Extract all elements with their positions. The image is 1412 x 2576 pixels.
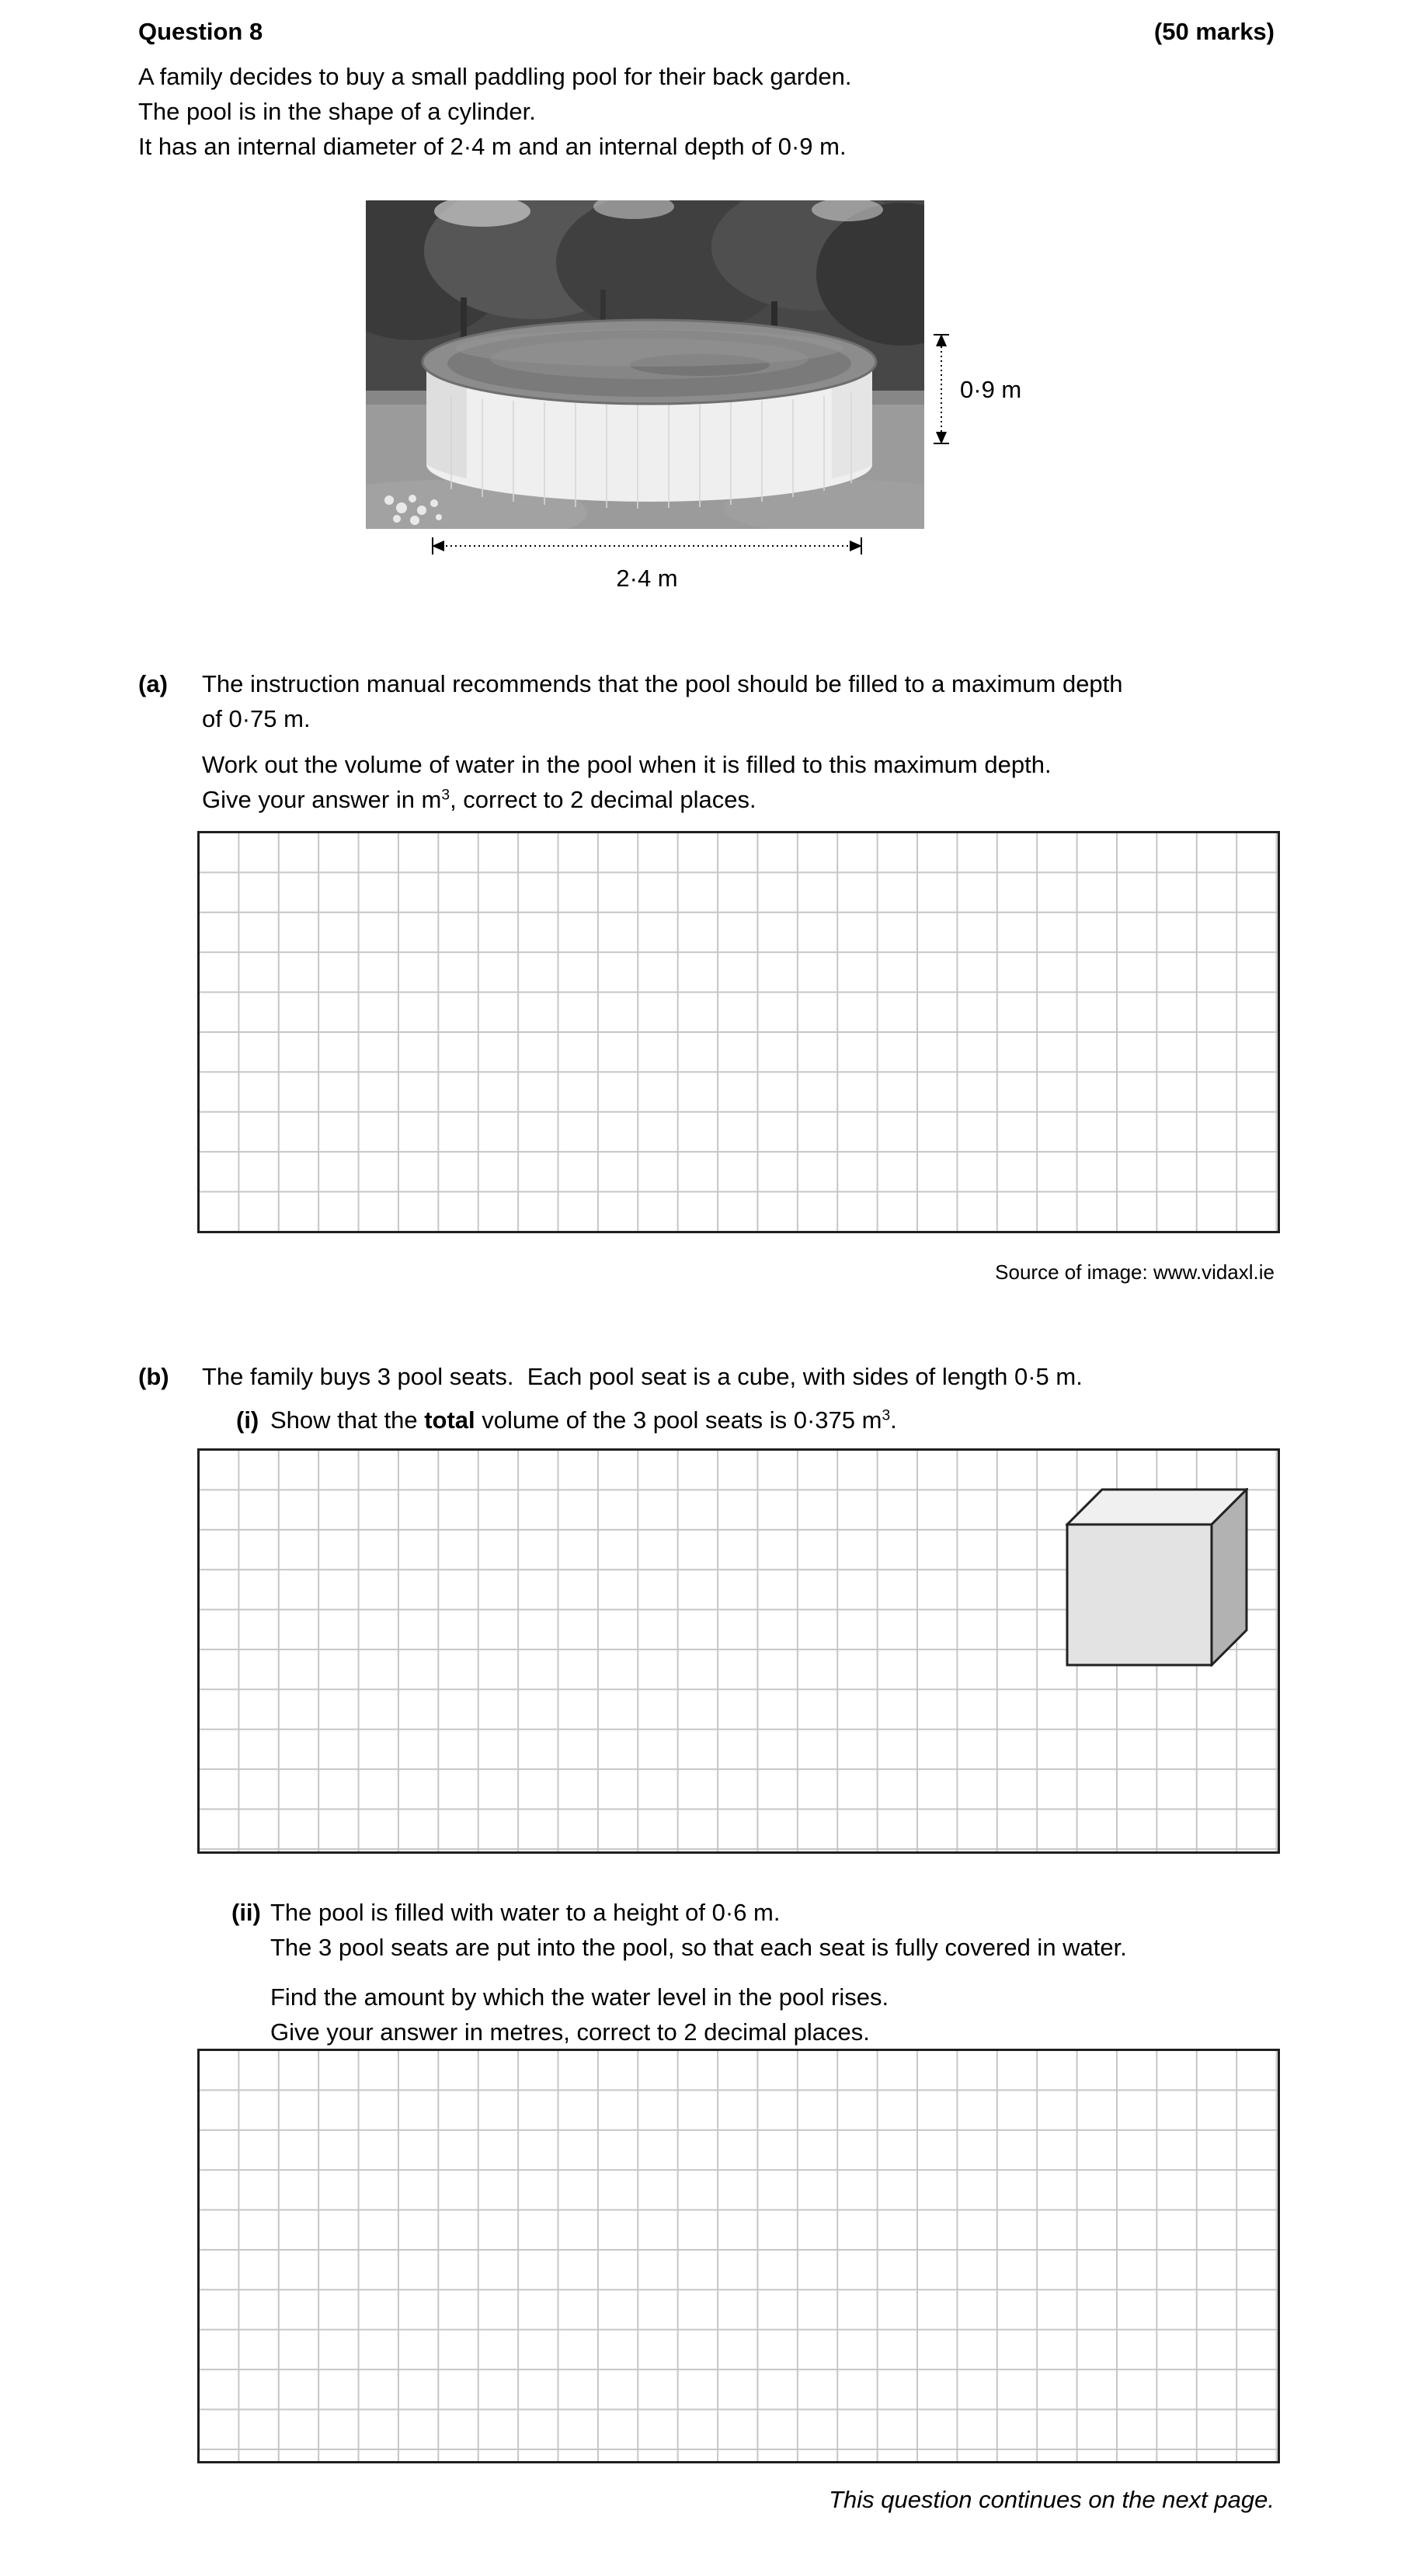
answer-grid-part-bii[interactable] (197, 2049, 1280, 2463)
depth-dimension-arrow (930, 334, 952, 444)
intro-line-3: It has an internal diameter of 2·4 m and an internal depth of 0·9 m. (138, 133, 847, 160)
part-a-line-3: Work out the volume of water in the pool when it is filled to this maximum depth. (202, 751, 1052, 778)
horizontal-arrow-icon (432, 536, 862, 556)
part-bii-label: (ii) (231, 1899, 261, 1926)
cube-front-face (1067, 1524, 1212, 1665)
answer-grid-part-a[interactable] (197, 831, 1280, 1233)
answer-grid-part-bi[interactable] (197, 1448, 1280, 1854)
pool-photo-illustration (366, 200, 924, 529)
cube-figure (1066, 1488, 1248, 1667)
vertical-arrow-icon (930, 334, 952, 444)
part-a-line-1: The instruction manual recommends that the pool should be filled to a maximum depth (202, 670, 1123, 697)
pool-photo (366, 200, 924, 529)
part-a-line-2: of 0·75 m. (202, 705, 311, 732)
part-a-label: (a) (138, 670, 168, 697)
part-bii-line-2: The 3 pool seats are put into the pool, so that each seat is fully covered in water. (270, 1934, 1127, 1961)
part-bii-line-3: Find the amount by which the water level in the pool rises. (270, 1983, 889, 2011)
depth-label: 0·9 m (960, 376, 1022, 403)
part-bi-label: (i) (236, 1406, 259, 1434)
intro-line-2: The pool is in the shape of a cylinder. (138, 98, 536, 125)
question-number-heading: Question 8 (138, 18, 263, 45)
footer-continuation-note: This question continues on the next page. (829, 2486, 1275, 2513)
image-source-credit: Source of image: www.vidaxl.ie (995, 1260, 1275, 1284)
diameter-label: 2·4 m (616, 565, 678, 592)
part-bii-line-4: Give your answer in metres, correct to 2 decimal places. (270, 2018, 870, 2046)
diameter-dimension-arrow (432, 536, 862, 556)
cube-illustration (1066, 1488, 1248, 1667)
part-bii-line-1: The pool is filled with water to a height of 0·6 m. (270, 1899, 781, 1926)
intro-line-1: A family decides to buy a small paddling pool for their back garden. (138, 63, 852, 90)
part-a-line-4: Give your answer in $m^3$, correct to 2 decimal places. (202, 786, 756, 813)
part-bi-text: Show that the total volume of the 3 pool seats is 0·375 $m^3$. (270, 1406, 897, 1434)
part-b-label: (b) (138, 1363, 169, 1390)
part-b-intro: The family buys 3 pool seats. Each pool seat is a cube, with sides of length 0·5 m. (202, 1363, 1083, 1390)
marks-label: (50 marks) (1153, 18, 1275, 45)
